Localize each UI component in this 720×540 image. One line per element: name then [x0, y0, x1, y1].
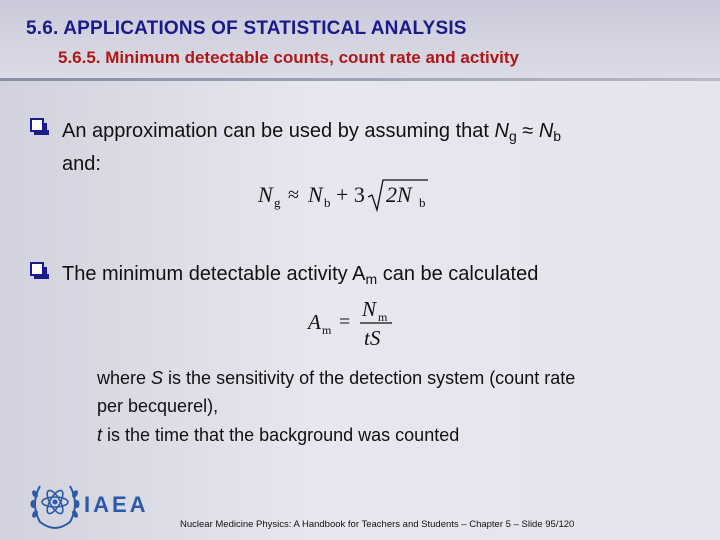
formula-minimum-activity — [306, 296, 406, 352]
slide-footer: Nuclear Medicine Physics: A Handbook for Teachers and Students – Chapter 5 – Slide 95/120 — [180, 519, 575, 530]
svg-text:g: g — [274, 195, 281, 210]
svg-text:N: N — [258, 182, 273, 207]
header-divider — [0, 78, 720, 81]
svg-text:A: A — [308, 310, 321, 334]
svg-text:b: b — [324, 195, 331, 210]
atom-laurel-icon — [30, 478, 80, 535]
bullet-box-icon — [30, 262, 44, 276]
slide-subtitle: 5.6.5. Minimum detectable counts, count rate and activity — [58, 48, 520, 67]
svg-text:+ 3: + 3 — [336, 182, 365, 207]
bullet-2-text: The minimum detectable activity $A_m$ can be calculated — [62, 263, 539, 287]
svg-text:2N: 2N — [386, 182, 412, 207]
slide-title: 5.6. APPLICATIONS OF STATISTICAL ANALYSIS — [26, 18, 467, 39]
bullet-box-icon — [30, 118, 44, 132]
svg-text:=: = — [339, 311, 351, 333]
svg-text:N: N — [362, 297, 377, 321]
svg-text:≈: ≈ — [288, 184, 299, 206]
formula-minimum-counts — [256, 176, 436, 214]
iaea-logo-text: IAEA — [84, 492, 149, 517]
svg-text:N: N — [308, 182, 323, 207]
bullet-1-text: An approximation can be used by assuming that $N_g \approx N_b$ and: — [62, 120, 562, 175]
svg-text:m: m — [378, 310, 388, 324]
svg-text:b: b — [419, 195, 426, 210]
svg-text:tS: tS — [364, 326, 381, 350]
note-line-3: t is the time that the background was counted — [97, 425, 460, 445]
svg-text:m: m — [322, 323, 332, 337]
note-line-1: where S is the sensitivity of the detection system (count rate — [97, 368, 576, 388]
note-line-2: per becquerel), — [97, 396, 219, 416]
